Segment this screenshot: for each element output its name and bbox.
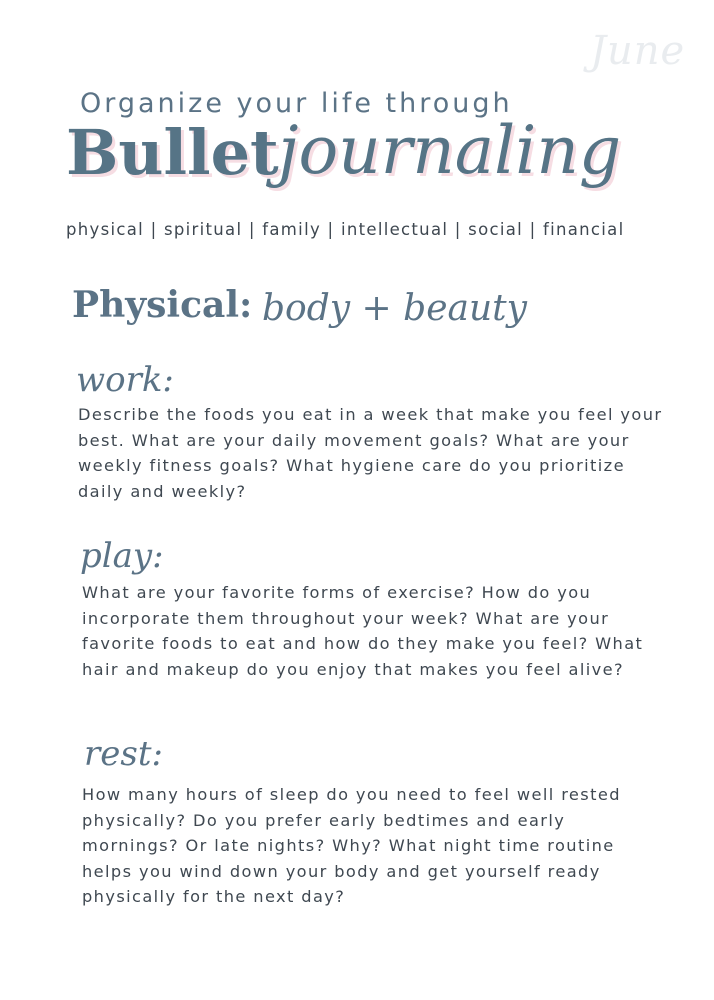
section-heading-script: body + beauty (262, 288, 527, 329)
category-list: physical | spiritual | family | intellectual | social | financial (66, 220, 625, 239)
work-text: Describe the foods you eat in a week that make you feel your best. What are your daily movement goals? What are your weekly fitness goals? What hygiene care do you prioritize daily and weekly? (78, 405, 663, 501)
page-title-bold: Bullet (66, 116, 279, 189)
section-heading-bold: Physical: (72, 284, 253, 326)
play-label: play: (80, 536, 164, 576)
page-subtitle: Organize your life through (80, 88, 513, 119)
play-text: What are your favorite forms of exercise? How do you incorporate them throughout your week? What are your favorite foods to eat and how do they make you feel? What hair and makeup do you enjoy that makes you feel alive? (82, 583, 644, 679)
page-title-script: journaling (278, 112, 622, 189)
rest-text: How many hours of sleep do you need to feel well rested physically? Do you prefer early bedtimes and early mornings? Or late nights? Why? What night time routine helps you wind down your body and get yourself ready physically for the next day? (82, 785, 621, 906)
rest-label: rest: (84, 734, 163, 774)
month-watermark: June (590, 28, 686, 74)
work-label: work: (76, 360, 174, 400)
